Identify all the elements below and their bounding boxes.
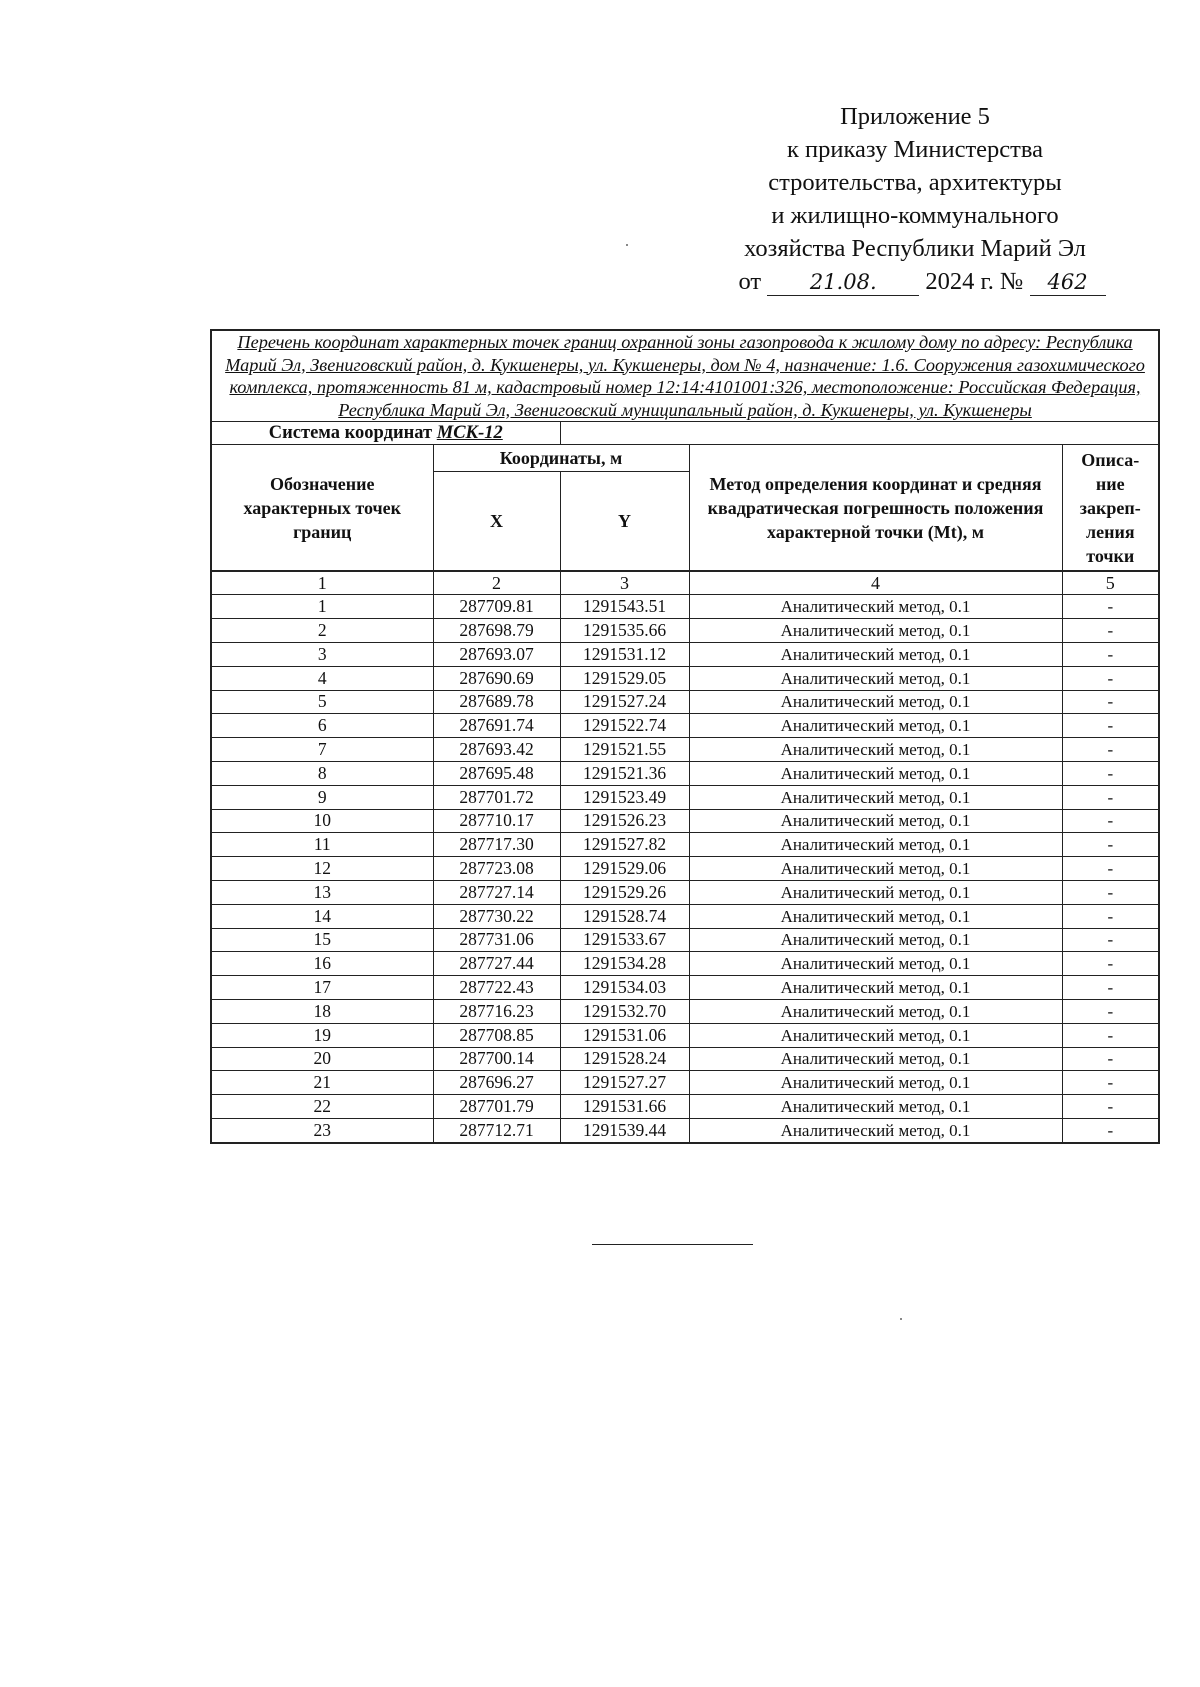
- column-number: 3: [560, 571, 689, 595]
- cell-method: Аналитический метод, 0.1: [689, 690, 1062, 714]
- cell-description: -: [1062, 809, 1159, 833]
- cell-point: 11: [211, 833, 433, 857]
- cell-description: -: [1062, 1118, 1159, 1142]
- cell-y: 1291529.06: [560, 857, 689, 881]
- cell-x: 287723.08: [433, 857, 560, 881]
- cell-y: 1291529.05: [560, 666, 689, 690]
- cell-point: 23: [211, 1118, 433, 1142]
- cell-x: 287693.07: [433, 642, 560, 666]
- cell-point: 9: [211, 785, 433, 809]
- table-row: [211, 690, 1159, 714]
- cell-y: 1291543.51: [560, 595, 689, 619]
- cell-method: Аналитический метод, 0.1: [689, 1095, 1062, 1119]
- cell-x: 287698.79: [433, 619, 560, 643]
- cell-description: -: [1062, 619, 1159, 643]
- cell-y: 1291521.55: [560, 738, 689, 762]
- cell-method: Аналитический метод, 0.1: [689, 952, 1062, 976]
- table-row: [211, 785, 1159, 809]
- cell-y: 1291534.28: [560, 952, 689, 976]
- cell-method: Аналитический метод, 0.1: [689, 833, 1062, 857]
- cell-y: 1291535.66: [560, 619, 689, 643]
- cell-method: Аналитический метод, 0.1: [689, 809, 1062, 833]
- cell-y: 1291521.36: [560, 761, 689, 785]
- handwritten-order-number: 462: [1030, 269, 1106, 296]
- cell-point: 13: [211, 880, 433, 904]
- cell-y: 1291527.82: [560, 833, 689, 857]
- cell-method: Аналитический метод, 0.1: [689, 999, 1062, 1023]
- cell-y: 1291527.24: [560, 690, 689, 714]
- table-row: [211, 809, 1159, 833]
- order-date-number-line: [714, 265, 1130, 298]
- cell-point: 4: [211, 666, 433, 690]
- cell-method: Аналитический метод, 0.1: [689, 714, 1062, 738]
- cell-description: -: [1062, 976, 1159, 1000]
- cell-x: 287701.72: [433, 785, 560, 809]
- table-row: [211, 999, 1159, 1023]
- cell-description: -: [1062, 833, 1159, 857]
- cell-y: 1291531.12: [560, 642, 689, 666]
- cell-method: Аналитический метод, 0.1: [689, 738, 1062, 762]
- table-title-row: [211, 330, 1159, 422]
- cell-method: Аналитический метод, 0.1: [689, 761, 1062, 785]
- cell-x: 287690.69: [433, 666, 560, 690]
- cell-point: 19: [211, 1023, 433, 1047]
- cell-description: -: [1062, 761, 1159, 785]
- table-row: [211, 666, 1159, 690]
- scan-speck: [900, 1318, 902, 1320]
- table-row: [211, 952, 1159, 976]
- cell-description: -: [1062, 999, 1159, 1023]
- cell-x: 287731.06: [433, 928, 560, 952]
- cell-description: -: [1062, 642, 1159, 666]
- cell-method: Аналитический метод, 0.1: [689, 1047, 1062, 1071]
- table-row: [211, 619, 1159, 643]
- cell-x: 287701.79: [433, 1095, 560, 1119]
- cell-point: 16: [211, 952, 433, 976]
- col-header-description: Описа-ние закреп-ления точки: [1062, 445, 1159, 572]
- cell-description: -: [1062, 1023, 1159, 1047]
- cell-x: 287710.17: [433, 809, 560, 833]
- from-label: от: [738, 268, 762, 295]
- cell-x: 287727.44: [433, 952, 560, 976]
- cell-point: 5: [211, 690, 433, 714]
- column-number: 1: [211, 571, 433, 595]
- cell-point: 14: [211, 904, 433, 928]
- ministry-line-2: и жилищно-коммунального: [771, 202, 1059, 229]
- cell-x: 287722.43: [433, 976, 560, 1000]
- table-row: [211, 595, 1159, 619]
- cell-y: 1291522.74: [560, 714, 689, 738]
- cell-x: 287691.74: [433, 714, 560, 738]
- cell-method: Аналитический метод, 0.1: [689, 1071, 1062, 1095]
- column-numbers-row: [211, 571, 1159, 595]
- coordinate-system-row: [211, 422, 1159, 445]
- cell-x: 287730.22: [433, 904, 560, 928]
- cell-x: 287712.71: [433, 1118, 560, 1142]
- cell-description: -: [1062, 1071, 1159, 1095]
- cell-method: Аналитический метод, 0.1: [689, 1023, 1062, 1047]
- cell-point: 17: [211, 976, 433, 1000]
- handwritten-date: 21.08.: [767, 269, 919, 296]
- cell-y: 1291533.67: [560, 928, 689, 952]
- cell-point: 8: [211, 761, 433, 785]
- cell-method: Аналитический метод, 0.1: [689, 642, 1062, 666]
- table-row: [211, 1047, 1159, 1071]
- col-header-coordinates: Координаты, м: [433, 445, 689, 472]
- col-header-point: Обозначение характерных точек границ: [211, 445, 433, 572]
- cell-y: 1291531.06: [560, 1023, 689, 1047]
- cell-point: 10: [211, 809, 433, 833]
- cell-y: 1291539.44: [560, 1118, 689, 1142]
- cell-method: Аналитический метод, 0.1: [689, 880, 1062, 904]
- cell-description: -: [1062, 738, 1159, 762]
- cell-point: 1: [211, 595, 433, 619]
- cell-y: 1291534.03: [560, 976, 689, 1000]
- year-number-label: 2024 г. №: [925, 268, 1024, 295]
- cell-y: 1291527.27: [560, 1071, 689, 1095]
- cell-description: -: [1062, 1095, 1159, 1119]
- header-row-1: [211, 445, 1159, 472]
- cell-x: 287693.42: [433, 738, 560, 762]
- cell-point: 7: [211, 738, 433, 762]
- cell-x: 287709.81: [433, 595, 560, 619]
- cell-y: 1291526.23: [560, 809, 689, 833]
- cell-method: Аналитический метод, 0.1: [689, 928, 1062, 952]
- cell-x: 287716.23: [433, 999, 560, 1023]
- table-row: [211, 880, 1159, 904]
- table-row: [211, 904, 1159, 928]
- coordinate-system-label: Система координат: [268, 422, 433, 443]
- column-number: 4: [689, 571, 1062, 595]
- cell-y: 1291523.49: [560, 785, 689, 809]
- table-row: [211, 857, 1159, 881]
- table-row: [211, 976, 1159, 1000]
- cell-x: 287717.30: [433, 833, 560, 857]
- cell-x: 287708.85: [433, 1023, 560, 1047]
- scan-speck: [626, 244, 628, 246]
- cell-point: 18: [211, 999, 433, 1023]
- cell-x: 287727.14: [433, 880, 560, 904]
- cell-point: 22: [211, 1095, 433, 1119]
- cell-description: -: [1062, 857, 1159, 881]
- table-row: [211, 1118, 1159, 1142]
- table-row: [211, 714, 1159, 738]
- table-row: [211, 1095, 1159, 1119]
- coordinate-system: [211, 422, 560, 445]
- cell-method: Аналитический метод, 0.1: [689, 666, 1062, 690]
- cell-y: 1291528.24: [560, 1047, 689, 1071]
- table-row: [211, 761, 1159, 785]
- table-row: [211, 1023, 1159, 1047]
- table-row: [211, 1071, 1159, 1095]
- cell-point: 3: [211, 642, 433, 666]
- ministry-line-3: хозяйства Республики Марий Эл: [744, 235, 1086, 262]
- appendix-header: [700, 100, 1130, 298]
- cell-description: -: [1062, 690, 1159, 714]
- coordinate-system-value: МСК-12: [436, 422, 503, 443]
- table-title: Перечень координат характерных точек границ охранной зоны газопровода к жилому дому по адресу: Республика Марий Эл, Звениговский район, д. Кукшенеры, ул. Кукшенеры, дом № 4, назначение: 1.6. Сооружения газохимического комплекса, протяженность 81 м, кадастровый номер 12:14:4101001:326, местоположение: Российская Федерация, Республика Марий Эл, Звениговский муниципальный район, д. Кукшенеры, ул. Кукшенеры: [211, 330, 1159, 422]
- cell-x: 287700.14: [433, 1047, 560, 1071]
- cell-y: 1291529.26: [560, 880, 689, 904]
- closing-rule: [592, 1244, 753, 1245]
- cell-x: 287695.48: [433, 761, 560, 785]
- cell-point: 21: [211, 1071, 433, 1095]
- cell-method: Аналитический метод, 0.1: [689, 619, 1062, 643]
- table-row: [211, 928, 1159, 952]
- cell-y: 1291528.74: [560, 904, 689, 928]
- cell-method: Аналитический метод, 0.1: [689, 595, 1062, 619]
- cell-description: -: [1062, 714, 1159, 738]
- table-row: [211, 738, 1159, 762]
- table-row: [211, 833, 1159, 857]
- cell-y: 1291531.66: [560, 1095, 689, 1119]
- cell-point: 2: [211, 619, 433, 643]
- cell-x: 287689.78: [433, 690, 560, 714]
- cell-x: 287696.27: [433, 1071, 560, 1095]
- cell-y: 1291532.70: [560, 999, 689, 1023]
- cell-method: Аналитический метод, 0.1: [689, 976, 1062, 1000]
- cell-method: Аналитический метод, 0.1: [689, 857, 1062, 881]
- cell-description: -: [1062, 595, 1159, 619]
- cell-description: -: [1062, 666, 1159, 690]
- order-reference-line: к приказу Министерства: [787, 136, 1043, 163]
- appendix-number: Приложение 5: [840, 103, 990, 130]
- ministry-line-1: строительства, архитектуры: [768, 169, 1062, 196]
- coordinate-system-blank: [560, 422, 1159, 445]
- table-row: [211, 642, 1159, 666]
- col-header-x: X: [433, 472, 560, 572]
- column-number: 2: [433, 571, 560, 595]
- cell-point: 20: [211, 1047, 433, 1071]
- col-header-y: Y: [560, 472, 689, 572]
- coordinates-table: [210, 329, 1160, 1144]
- cell-description: -: [1062, 880, 1159, 904]
- cell-description: -: [1062, 785, 1159, 809]
- cell-description: -: [1062, 928, 1159, 952]
- column-number: 5: [1062, 571, 1159, 595]
- col-header-method: Метод определения координат и средняя квадратическая погрешность положения характерной точки (Mt), м: [689, 445, 1062, 572]
- cell-method: Аналитический метод, 0.1: [689, 785, 1062, 809]
- cell-description: -: [1062, 1047, 1159, 1071]
- cell-point: 6: [211, 714, 433, 738]
- cell-point: 12: [211, 857, 433, 881]
- cell-description: -: [1062, 904, 1159, 928]
- cell-point: 15: [211, 928, 433, 952]
- cell-description: -: [1062, 952, 1159, 976]
- cell-method: Аналитический метод, 0.1: [689, 904, 1062, 928]
- cell-method: Аналитический метод, 0.1: [689, 1118, 1062, 1142]
